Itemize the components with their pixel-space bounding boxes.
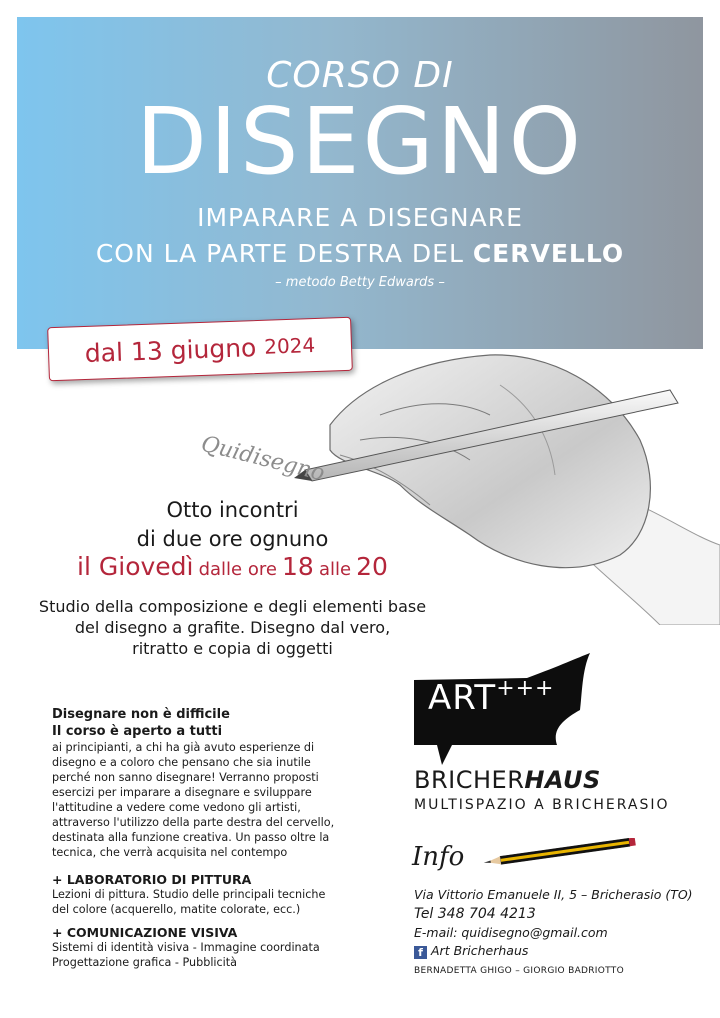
- schedule-from: 18: [282, 552, 314, 581]
- art-logo-text: [428, 676, 555, 718]
- subtitle2-part-b: CERVELLO: [472, 239, 625, 268]
- info-email[interactable]: E-mail: quidisegno@gmail.com: [414, 925, 608, 940]
- brand-tagline: MULTISPAZIO A BRICHERASIO: [414, 797, 670, 813]
- course-description: [0, 596, 465, 659]
- course-info-line: tecnica, che verrà acquisita nel contempo: [52, 846, 288, 859]
- course-info-text: [52, 740, 352, 860]
- handwriting-text: Quidisegno: [198, 431, 328, 487]
- description-line: Studio della composizione e degli elementi base: [38, 597, 427, 616]
- start-date-year: 2024: [263, 332, 316, 359]
- schedule-day: il Giovedì: [77, 552, 194, 581]
- subtitle2-part-a: CON LA PARTE DESTRA DEL: [95, 239, 473, 268]
- section-painting-text: [52, 887, 352, 917]
- section-line: del colore (acquerello, matite colorate, ecc.): [52, 903, 301, 916]
- start-date-card: [47, 317, 353, 382]
- header-subtitle1: IMPARARE A DISEGNARE: [197, 203, 523, 232]
- course-info-line: l'attitudine a vedere come vedono gli artisti,: [52, 801, 301, 814]
- course-info-line: perché non sanno disegnare! Verranno proposti: [52, 771, 319, 784]
- info-phone[interactable]: Tel 348 704 4213: [414, 906, 536, 922]
- art-logo-plus: +++: [496, 676, 555, 701]
- schedule-from-label: dalle ore: [198, 559, 277, 580]
- course-info-line: esercizi per imparare a disegnare e sviluppare: [52, 786, 312, 799]
- brand-name-a: BRICHER: [414, 766, 525, 794]
- section-line: Progettazione grafica - Pubblicità: [52, 956, 238, 969]
- info-facebook[interactable]: [414, 943, 528, 959]
- description-line: ritratto e copia di oggetti: [132, 639, 333, 658]
- course-info-line: destinata alla funzione creativa. Un passo oltre la: [52, 831, 330, 844]
- hand-drawing-illustration: [190, 345, 720, 625]
- section-painting-title: + LABORATORIO DI PITTURA: [52, 872, 252, 887]
- schedule-time: [0, 552, 465, 581]
- section-visual-title: + COMUNICAZIONE VISIVA: [52, 925, 238, 940]
- schedule-to: 20: [356, 552, 388, 581]
- brand-name-b: HAUS: [524, 766, 601, 794]
- info-title: Info: [412, 842, 465, 872]
- start-date-label: dal 13 giugno: [84, 332, 257, 368]
- description-line: del disegno a grafite. Disegno dal vero,: [74, 618, 391, 637]
- facebook-label: Art Bricherhaus: [431, 943, 529, 958]
- header-subtitle2: [0, 239, 720, 268]
- info-address: Via Vittorio Emanuele II, 5 – Bricherasio (TO): [414, 887, 693, 902]
- course-info-heading1: Disegnare non è difficile: [52, 707, 230, 722]
- facebook-icon: f: [414, 946, 427, 959]
- info-names: BERNADETTA GHIGO – GIORGIO BADRIOTTO: [414, 966, 624, 976]
- schedule-to-label: alle: [318, 559, 352, 580]
- course-info-line: disegno e a coloro che pensano che sia inutile: [52, 756, 311, 769]
- course-info-heading2: Il corso è aperto a tutti: [52, 724, 223, 739]
- brand-name: [414, 766, 601, 794]
- schedule-line1: Otto incontri: [166, 498, 299, 522]
- course-info-line: ai principianti, a chi ha già avuto esperienze di: [52, 741, 315, 754]
- section-line: Lezioni di pittura. Studio delle principali tecniche: [52, 888, 326, 901]
- course-info-column: [52, 706, 352, 978]
- header-line1: CORSO DI: [266, 55, 454, 96]
- section-visual-text: [52, 940, 352, 970]
- section-line: Sistemi di identità visiva - Immagine coordinata: [52, 941, 320, 954]
- course-info-line: attraverso l'utilizzo della parte destra del cervello,: [52, 816, 335, 829]
- schedule-line2: di due ore ognuno: [136, 527, 329, 551]
- page-title: DISEGNO: [135, 88, 585, 195]
- art-logo-word: ART: [428, 678, 497, 718]
- header-method: – metodo Betty Edwards –: [275, 275, 445, 290]
- pencil-icon: [478, 838, 643, 866]
